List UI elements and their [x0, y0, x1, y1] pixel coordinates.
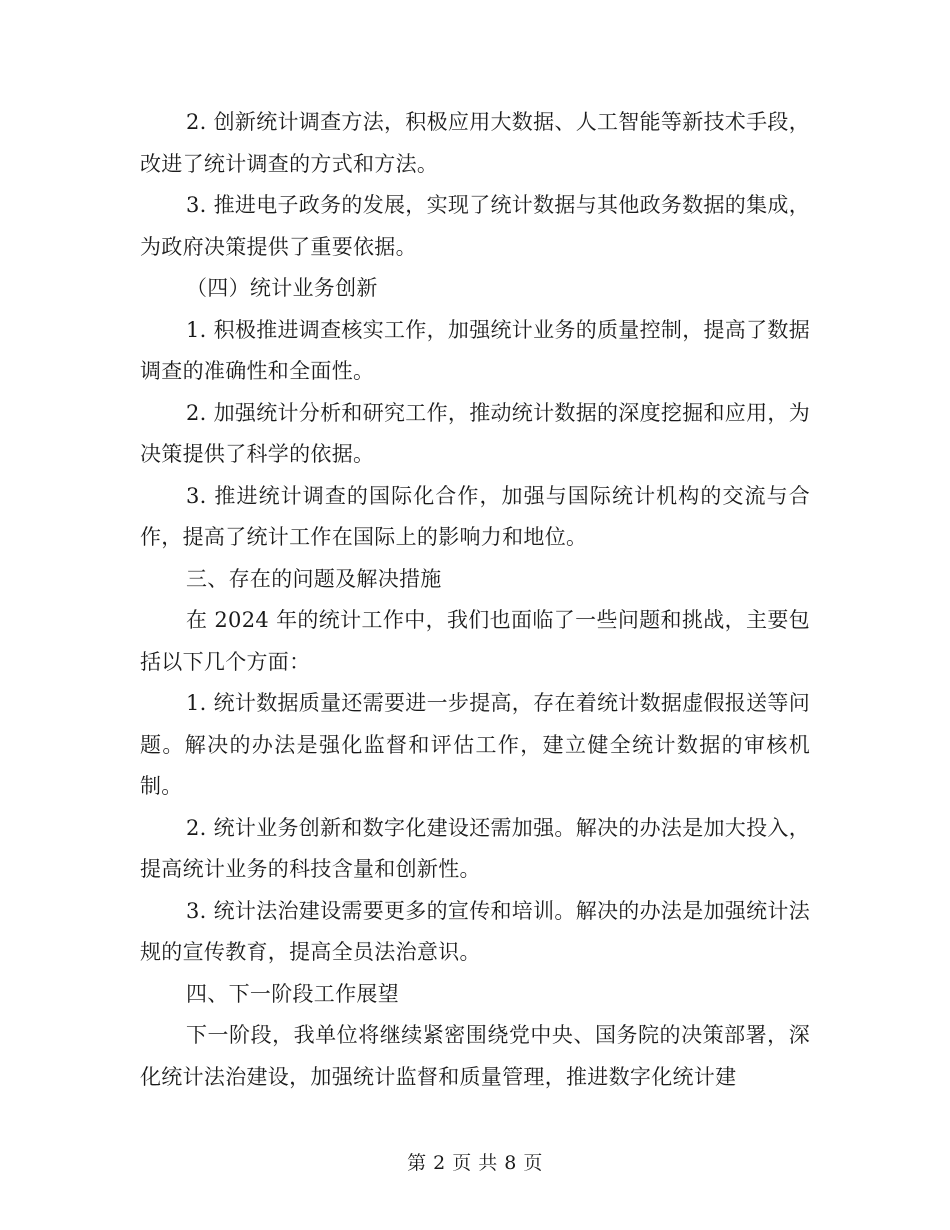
paragraph-problems-intro: 在 2024 年的统计工作中，我们也面临了一些问题和挑战，主要包括以下几个方面： [140, 608, 810, 674]
section-heading-next-stage: 四、下一阶段工作展望 [186, 981, 399, 1006]
paragraph-verification-work: 1. 积极推进调查核实工作，加强统计业务的质量控制，提高了数据调查的准确性和全面性。 [140, 317, 811, 383]
paragraph-next-stage: 下一阶段，我单位将继续紧密围绕党中央、国务院的决策部署，深化统计法治建设，加强统计监督和质量管理，推进数字化统计建 [140, 1023, 810, 1089]
paragraph-innovation-methods: 2. 创新统计调查方法，积极应用大数据、人工智能等新技术手段，改进了统计调查的方式和方法。 [140, 110, 811, 176]
paragraph-international-cooperation: 3. 推进统计调查的国际化合作，加强与国际统计机构的交流与合作，提高了统计工作在国际上的影响力和地位。 [140, 483, 810, 549]
document-body [140, 102, 810, 1098]
paragraph-e-government: 3. 推进电子政务的发展，实现了统计数据与其他政务数据的集成，为政府决策提供了重要依据。 [140, 193, 811, 259]
section-heading-problems-solutions: 三、存在的问题及解决措施 [186, 566, 442, 591]
paragraph-problem-digitalization: 2. 统计业务创新和数字化建设还需加强。解决的办法是加大投入，提高统计业务的科技含量和创新性。 [140, 815, 811, 881]
paragraph-analysis-research: 2. 加强统计分析和研究工作，推动统计数据的深度挖掘和应用，为决策提供了科学的依据。 [140, 400, 811, 466]
section-heading-business-innovation: （四）统计业务创新 [186, 276, 378, 300]
paragraph-problem-rule-of-law: 3. 统计法治建设需要更多的宣传和培训。解决的办法是加强统计法规的宣传教育，提高全员法治意识。 [140, 898, 811, 964]
paragraph-problem-data-quality: 1. 统计数据质量还需要进一步提高，存在着统计数据虚假报送等问题。解决的办法是强化监督和评估工作，建立健全统计数据的审核机制。 [140, 691, 811, 798]
page-number-footer: 第 2 页 共 8 页 [407, 1152, 543, 1174]
